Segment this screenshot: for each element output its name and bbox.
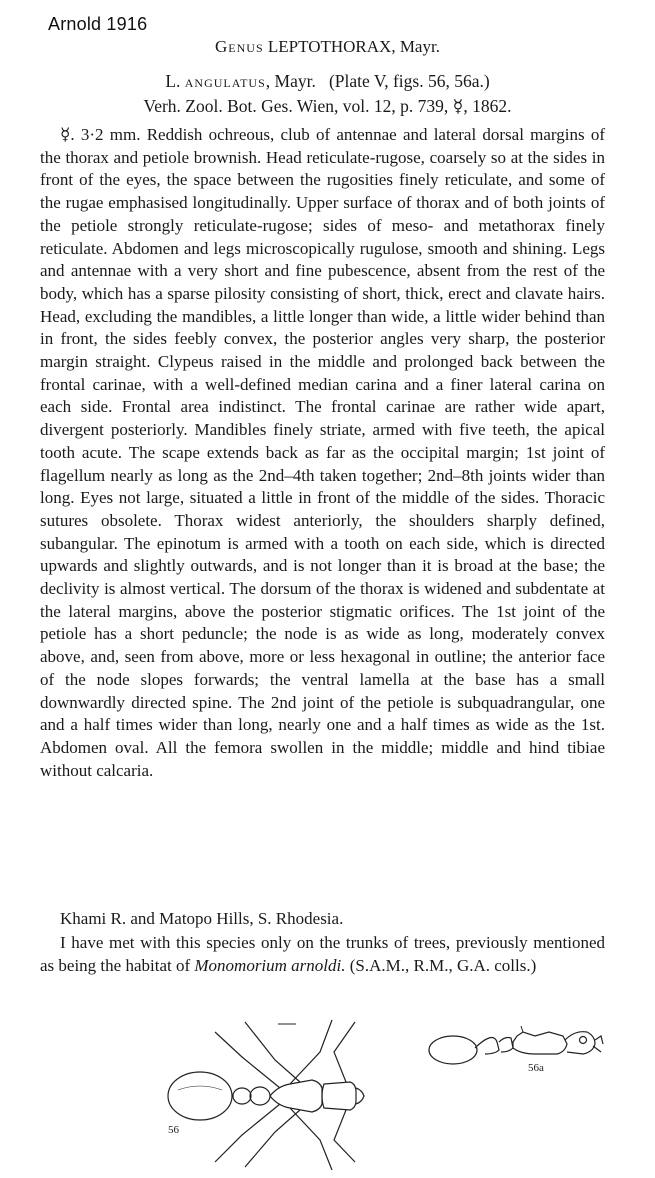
habitat-paragraph: [40, 932, 605, 977]
species-name: angulatus: [184, 71, 266, 91]
figure-56a-label: 56a: [528, 1062, 544, 1074]
locality-paragraph: Khami R. and Matopo Hills, S. Rhodesia.: [60, 909, 344, 928]
source-tag: Arnold 1916: [48, 14, 148, 34]
species-reference: Verh. Zool. Bot. Ges. Wien, vol. 12, p. 739, ☿, 1862.: [143, 96, 512, 116]
genus-heading: [0, 37, 655, 57]
habitat-text: I have met with this species only on the trunks of trees, previously mentioned as being the habitat of: [40, 933, 605, 975]
plate-figures: [150, 1012, 650, 1172]
description-paragraph: ☿. 3·2 mm. Reddish ochreous, club of antennae and lateral dorsal margins of the thorax and petiole brownish. Head reticulate-rugose, coarsely so at the sides in front of the eyes, the space between the rugosities finely reticulate, and some of the rugae emphasised longitudinally. Upper surface of thorax and of both joints of the petiole strongly reticulate-rugose; sides of meso- and metathorax finely reticulate. Abdomen and legs microscopically rugulose, smooth and shining. Legs and antennae with a very short and fine pubescence, absent from the rest of the body, which has a sparse pilosity consisting of short, thick, erect and clavate hairs. Head, excluding the mandibles, a little longer than wide, a little wider behind than in front, the sides feebly convex, the posterior angles very sharp, the posterior margin straight. Clypeus raised in the middle and prolonged back between the frontal carinae, with a well-defined median carina and a finer lateral carina on each side. Frontal area indistinct. The frontal carinae are rather wide apart, divergent posteriorly. Mandibles finely striate, armed with five teeth, the apical tooth acute. The scape extends back as far as the occipital margin; 1st joint of flagellum nearly as long as the 2nd–4th taken together; 2nd–8th joints wider than long. Eyes not large, situated a little in front of the middle of the sides. Thoracic sutures obsolete. Thorax widest anteriorly, the shoulders sharply defined, subangular. The epinotum is armed with a tooth on each side, which is directed upwards and slightly outwards, and is not longer than it is broad at the base; the declivity is almost vertical. The dorsum of the thorax is widened and subdentate at the lateral margins, above the posterior stigmatic orifices. The 1st joint of the petiole has a short peduncle; the node is as wide as long, moderately convex above, and, seen from above, more or less hexagonal in outline; the anterior face of the node slopes forwards; the ventral lamella at the base has a small downwardly directed spine. The 2nd joint of the petiole is subquadrangular, one and a half times wider than long, nearly one and a half times as wide as the 1st. Abdomen oval. All the femora swollen in the middle; middle and hind tibiae without calcaria.: [40, 125, 605, 780]
species-authority: , Mayr. (Plate V, figs. 56, 56a.): [265, 71, 490, 91]
ant-lateral-figure: [425, 1018, 615, 1078]
habitat-species: Monomorium arnoldi.: [194, 955, 346, 975]
figure-56-label: 56: [168, 1124, 179, 1136]
genus-name: LEPTOTHORAX, Mayr.: [267, 37, 440, 56]
ant-dorsal-figure: [150, 1012, 410, 1172]
genus-prefix: Genus: [215, 37, 264, 56]
species-heading: [0, 71, 655, 92]
habitat-collections: (S.A.M., R.M., G.A. colls.): [345, 955, 537, 975]
species-abbrev: L.: [165, 71, 181, 91]
